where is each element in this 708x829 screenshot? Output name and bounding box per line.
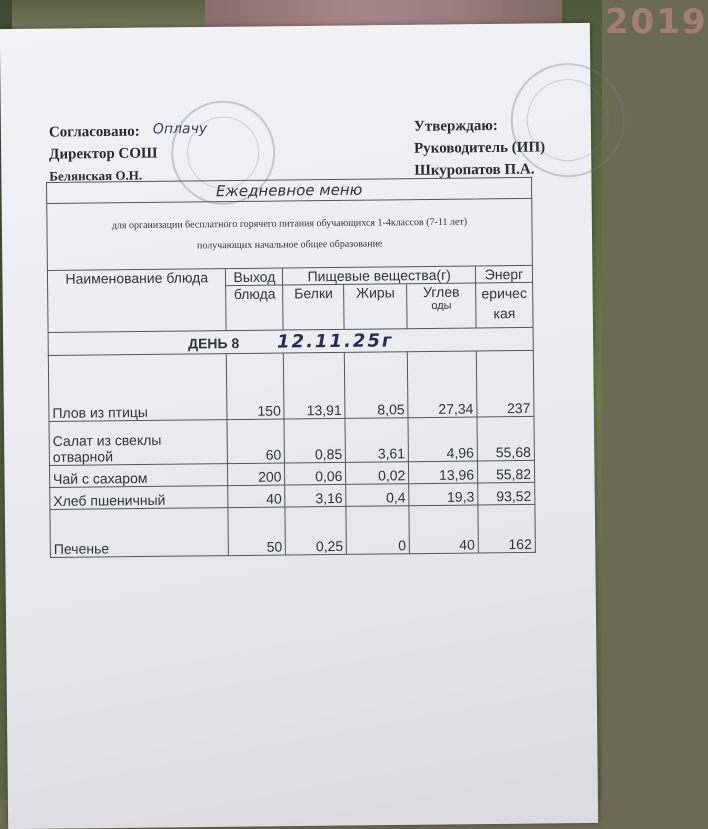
menu-subtitle-line2: получающих начальное общее образование: [196, 238, 383, 252]
manager-name: Шкуропатов П.А.: [414, 161, 535, 179]
dish-name: Чай с сахаром: [49, 464, 228, 488]
director-name: Белянская О.Н.: [49, 167, 143, 184]
dish-name: Печенье: [50, 508, 229, 558]
column-header-nutrients: Пищевые вещества(г): [283, 266, 476, 285]
dish-carbs: 40: [409, 505, 478, 554]
dish-output: 50: [228, 507, 285, 556]
column-header-name: Наименование блюда: [47, 269, 226, 333]
dish-carbs: 27,34: [407, 351, 476, 418]
column-header-energy-rest: [476, 282, 533, 328]
dish-fat: 0: [346, 506, 409, 555]
background-book-text: 2019: [605, 2, 708, 42]
dish-output: 150: [227, 353, 285, 420]
dish-protein: 3,16: [285, 484, 346, 507]
table-row: [50, 504, 535, 557]
director-position: Директор СОШ: [49, 145, 158, 163]
menu-subtitle-line1: для организации бесплатного горячего питания обучающихся 1-4классов (7-11 лет): [111, 216, 468, 232]
dish-energy: 55,82: [477, 460, 534, 483]
column-header-energy-1: Энерг: [475, 265, 532, 283]
approval-block-right: [414, 114, 546, 181]
handwritten-date: 12.11.25г: [276, 329, 394, 353]
dish-fat: 0,02: [346, 462, 409, 485]
dish-name: Плов из птицы: [48, 354, 227, 422]
approve-label: Утверждаю:: [413, 117, 498, 135]
table-row: [49, 416, 534, 465]
column-header-carbs-2: оды: [431, 299, 452, 312]
dish-fat: 0,4: [346, 484, 409, 507]
dish-protein: 0,25: [285, 506, 346, 555]
menu-table: [46, 177, 536, 558]
column-header-energy-3: кая: [493, 305, 516, 322]
column-header-carbs: [407, 283, 476, 329]
dish-energy: 55,68: [477, 416, 534, 461]
menu-title: Ежедневное меню: [47, 177, 532, 203]
column-header-output-2: блюда: [226, 285, 283, 331]
dish-protein: 0,85: [284, 418, 345, 463]
dish-name: Хлеб пшеничный: [50, 486, 229, 510]
dish-output: 200: [228, 463, 285, 486]
dish-energy: 162: [478, 504, 535, 553]
column-header-output-1: Выход: [226, 268, 283, 286]
director-signature: Оплачу: [152, 120, 208, 138]
column-header-fat: Жиры: [344, 284, 407, 330]
dish-energy: 93,52: [478, 482, 535, 505]
column-header-carbs-1: Углев: [422, 283, 460, 301]
dish-output: 40: [228, 485, 285, 508]
day-label: ДЕНЬ 8: [187, 334, 240, 352]
dish-fat: 8,05: [345, 352, 409, 419]
dish-output: 60: [227, 419, 284, 464]
dish-protein: 13,91: [284, 352, 346, 419]
dish-protein: 0,06: [285, 462, 346, 485]
menu-subtitle-row: [47, 198, 533, 270]
menu-subtitle: [47, 198, 533, 270]
approval-block-left: [49, 120, 158, 187]
approved-label: Согласовано:: [48, 123, 140, 141]
dish-name: Салат из свеклы отварной: [49, 420, 228, 466]
dish-carbs: 19,3: [409, 483, 478, 506]
column-header-energy-2: еричес: [481, 284, 528, 302]
table-row: [48, 350, 534, 421]
manager-position: Руководитель (ИП): [414, 139, 546, 157]
dish-carbs: 13,96: [409, 461, 478, 484]
dish-fat: 3,61: [345, 418, 408, 463]
column-header-protein: Белки: [283, 284, 344, 330]
dish-energy: 237: [476, 350, 534, 417]
dish-carbs: 4,96: [408, 417, 477, 462]
